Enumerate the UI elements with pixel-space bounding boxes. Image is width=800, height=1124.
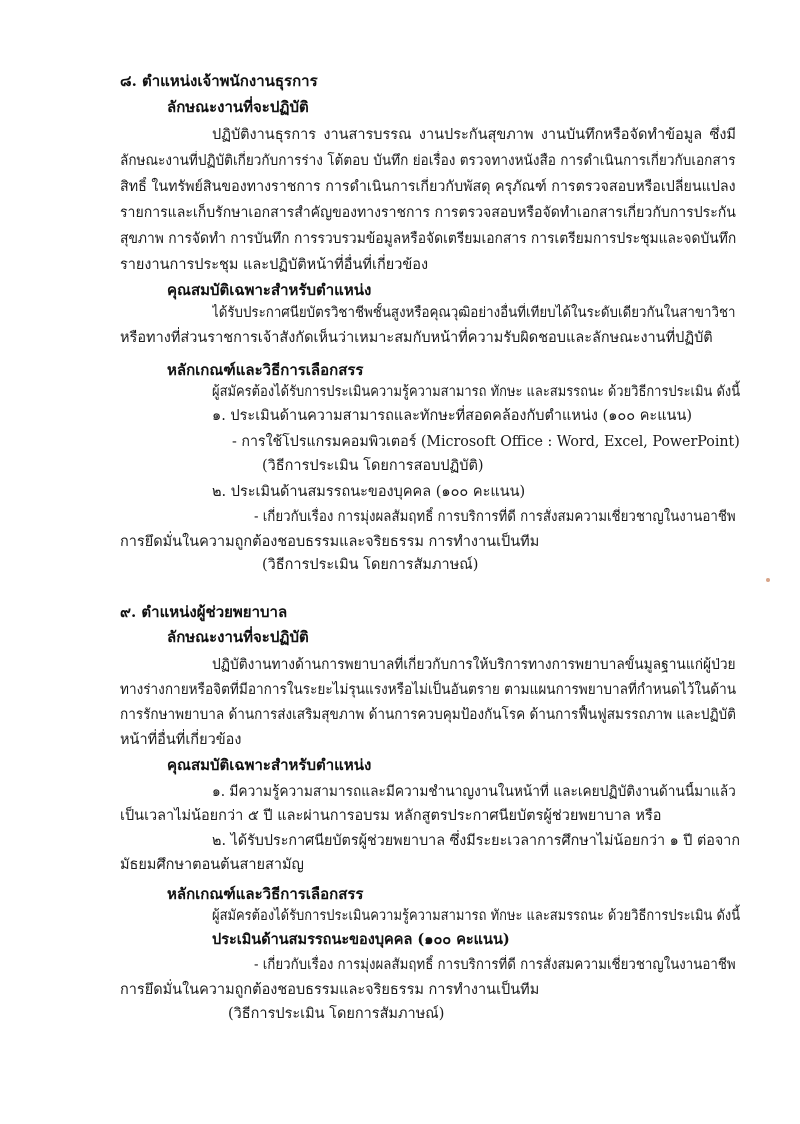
section9-eval-method: (วิธีการประเมิน โดยการสัมภาษณ์)	[228, 1006, 445, 1022]
section8-title: ๘. ตำแหน่งเจ้าพนักงานธุรการ	[120, 72, 318, 90]
section9-eval-heading: ประเมินด้านสมรรถนะของบุคคล (๑๐๐ คะแนน)	[212, 931, 510, 948]
section9-criteria-intro: ผู้สมัครต้องได้รับการประเมินความรู้ความสามารถ ทักษะ และสมรรถนะ ด้วยวิธีการประเมิน ดังนี้	[212, 908, 741, 924]
section9-qual-line: มัธยมศึกษาตอนต้นสายสามัญ	[120, 857, 304, 873]
section9-qual-heading: คุณสมบัติเฉพาะสำหรับตำแหน่ง	[167, 756, 372, 774]
section8-duties-line: ลักษณะงานที่ปฏิบัติเกี่ยวกับการร่าง โต้ตอบ บันทึก ย่อเรื่อง ตรวจทางหนังสือ การดำเนินการเกี่ยวกับเอกสาร	[120, 153, 736, 169]
section8-duties-line: ปฏิบัติงานธุรการ งานสารบรรณ งานประกันสุขภาพ งานบันทึกหรือจัดทำข้อมูล ซึ่งมี	[212, 127, 736, 143]
section8-criteria-intro: ผู้สมัครต้องได้รับการประเมินความรู้ความสามารถ ทักษะ และสมรรถนะ ด้วยวิธีการประเมิน ดังนี้	[212, 384, 741, 400]
section8-duties-heading: ลักษณะงานที่จะปฏิบัติ	[167, 98, 309, 116]
section8-qual-line: ได้รับประกาศนียบัตรวิชาชีพชั้นสูงหรือคุณวุฒิอย่างอื่นที่เทียบได้ในระดับเดียวกันในสาขาวิชา	[212, 305, 736, 321]
section9-duties-line: ทางร่างกายหรือจิตที่มีอาการในระยะไม่รุนแรงหรือไม่เป็นอันตราย ตามแผนการพยาบาลที่กำหนดไว้ในด้าน	[120, 682, 737, 698]
section9-duties-heading: ลักษณะงานที่จะปฏิบัติ	[167, 628, 309, 646]
section8-eval1: ๑. ประเมินด้านความสามารถและทักษะที่สอดคล้องกับตำแหน่ง (๑๐๐ คะแนน)	[212, 408, 693, 424]
section9-duties-line: หน้าที่อื่นที่เกี่ยวข้อง	[120, 732, 242, 748]
section9-duties-line: การรักษาพยาบาล ด้านการส่งเสริมสุขภาพ ด้านการควบคุมป้องกันโรค ด้านการฟื้นฟูสมรรถภาพ และปฏิบัติ	[120, 707, 736, 723]
scan-speck	[766, 578, 770, 582]
section8-duties-line: รายงานการประชุม และปฏิบัติหน้าที่อื่นที่เกี่ยวข้อง	[120, 257, 429, 273]
section9-eval-item: การยึดมั่นในความถูกต้องชอบธรรมและจริยธรรม การทำงานเป็นทีม	[120, 982, 540, 998]
section8-qual-line: หรือทางที่ส่วนราชการเจ้าสังกัดเห็นว่าเหมาะสมกับหน้าที่ความรับผิดชอบและลักษณะงานที่ปฏิบัติ	[120, 330, 713, 346]
section8-eval2-method: (วิธีการประเมิน โดยการสัมภาษณ์)	[262, 557, 479, 573]
section9-duties-line: ปฏิบัติงานทางด้านการพยาบาลที่เกี่ยวกับการให้บริการทางการพยาบาลขั้นมูลฐานแก่ผู้ป่วย	[212, 657, 736, 673]
section8-criteria-heading: หลักเกณฑ์และวิธีการเลือกสรร	[167, 361, 364, 379]
section9-criteria-heading: หลักเกณฑ์และวิธีการเลือกสรร	[167, 885, 364, 903]
section8-eval1-method: (วิธีการประเมิน โดยการสอบปฏิบัติ)	[262, 458, 484, 474]
section9-title: ๙. ตำแหน่งผู้ช่วยพยาบาล	[120, 603, 288, 621]
section9-qual-line: ๒. ได้รับประกาศนียบัตรผู้ช่วยพยาบาล ซึ่งมีระยะเวลาการศึกษาไม่น้อยกว่า ๑ ปี ต่อจาก	[212, 833, 741, 849]
section8-duties-line: รายการและเก็บรักษาเอกสารสำคัญของทางราชการ การตรวจสอบหรือจัดทำเอกสารเกี่ยวกับการประกัน	[120, 205, 736, 221]
section8-eval2-item: การยึดมั่นในความถูกต้องชอบธรรมและจริยธรรม การทำงานเป็นทีม	[120, 534, 540, 550]
section9-qual-line: ๑. มีความรู้ความสามารถและมีความชำนาญงานในหน้าที่ และเคยปฏิบัติงานด้านนี้มาแล้ว	[212, 784, 736, 800]
section8-duties-line: สุขภาพ การจัดทำ การบันทึก การรวบรวมข้อมูลหรือจัดเตรียมเอกสาร การเตรียมการประชุมและจดบันทึก	[120, 231, 737, 247]
section9-eval-item: - เกี่ยวกับเรื่อง การมุ่งผลสัมฤทธิ์ การบริการที่ดี การสั่งสมความเชี่ยวชาญในงานอาชีพ	[254, 957, 736, 973]
section8-eval1-item: - การใช้โปรแกรมคอมพิวเตอร์ (Microsoft Office : Word, Excel, PowerPoint)	[232, 434, 740, 450]
section8-eval2-item: - เกี่ยวกับเรื่อง การมุ่งผลสัมฤทธิ์ การบริการที่ดี การสั่งสมความเชี่ยวชาญในงานอาชีพ	[254, 509, 736, 525]
section8-duties-line: สิทธิ์ ในทรัพย์สินของทางราชการ การดำเนินการเกี่ยวกับพัสดุ ครุภัณฑ์ การตรวจสอบหรือเปลี่ยนแปลง	[120, 179, 736, 195]
section8-qual-heading: คุณสมบัติเฉพาะสำหรับตำแหน่ง	[167, 281, 372, 299]
section8-eval2: ๒. ประเมินด้านสมรรถนะของบุคคล (๑๐๐ คะแนน)	[212, 484, 526, 500]
section9-qual-line: เป็นเวลาไม่น้อยกว่า ๕ ปี และผ่านการอบรม หลักสูตรประกาศนียบัตรผู้ช่วยพยาบาล หรือ	[120, 808, 662, 824]
